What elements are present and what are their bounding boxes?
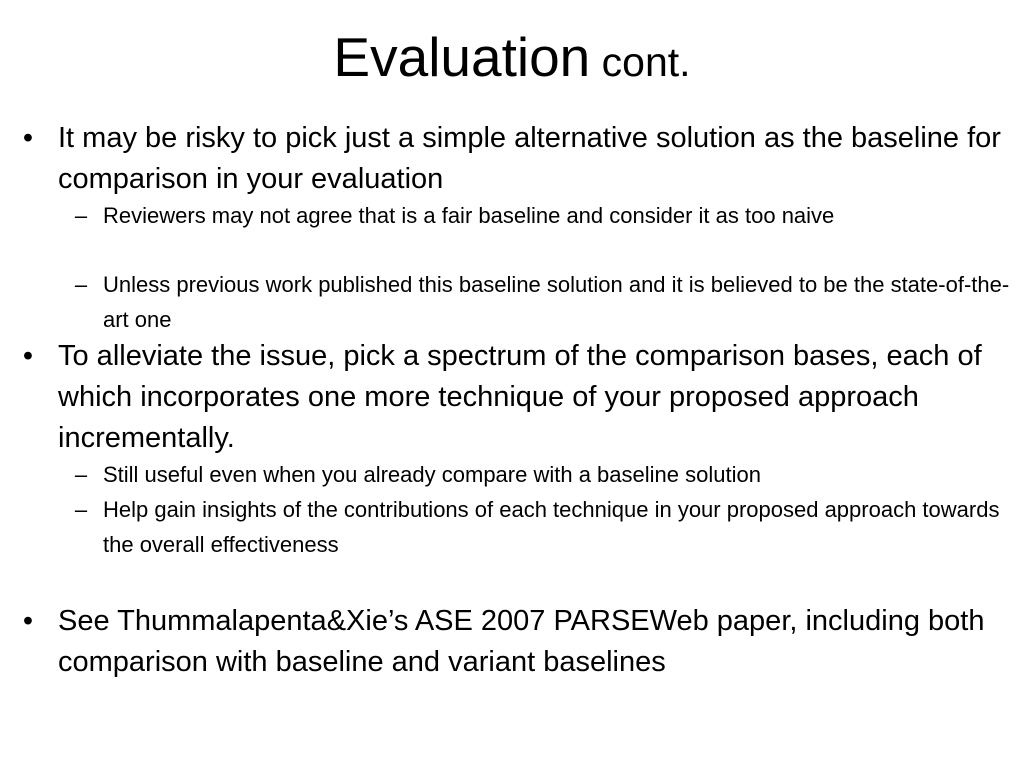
sub-bullet-text: Unless previous work published this baseline solution and it is believed to be the state-of-the-art one bbox=[103, 272, 1010, 332]
bullet-marker: • bbox=[22, 340, 34, 372]
bullet-item bbox=[22, 601, 1008, 683]
bullet-marker: • bbox=[22, 605, 34, 637]
sub-bullet-item bbox=[74, 199, 1013, 234]
sub-bullet-marker: – bbox=[74, 272, 88, 297]
slide-title bbox=[0, 24, 1024, 105]
sub-bullet-item bbox=[74, 458, 1013, 493]
sub-bullet-marker: – bbox=[74, 497, 88, 522]
sub-bullet-marker: – bbox=[74, 203, 88, 228]
bullet-marker: • bbox=[22, 122, 34, 154]
sub-bullet-item bbox=[74, 493, 1013, 562]
slide-title-suffix: cont. bbox=[590, 39, 691, 85]
sub-bullet-item bbox=[74, 268, 1013, 337]
bullet-text: To alleviate the issue, pick a spectrum of the comparison bases, each of which incorporates one more technique of your proposed approach incrementally. bbox=[58, 340, 982, 454]
bullet-text: It may be risky to pick just a simple alternative solution as the baseline for comparison in your evaluation bbox=[58, 122, 1001, 195]
sub-bullet-text: Help gain insights of the contributions of each technique in your proposed approach towards the overall effectiveness bbox=[103, 497, 1000, 557]
bullet-item bbox=[22, 118, 1008, 200]
sub-bullet-marker: – bbox=[74, 462, 88, 487]
slide-title-main: Evaluation bbox=[333, 26, 591, 88]
bullet-text: See Thummalapenta&Xie’s ASE 2007 PARSEWeb paper, including both comparison with baseline and variant baselines bbox=[58, 605, 985, 678]
bullet-item bbox=[22, 336, 1008, 459]
sub-bullet-text: Still useful even when you already compare with a baseline solution bbox=[103, 462, 761, 487]
sub-bullet-text: Reviewers may not agree that is a fair baseline and consider it as too naive bbox=[103, 203, 835, 228]
